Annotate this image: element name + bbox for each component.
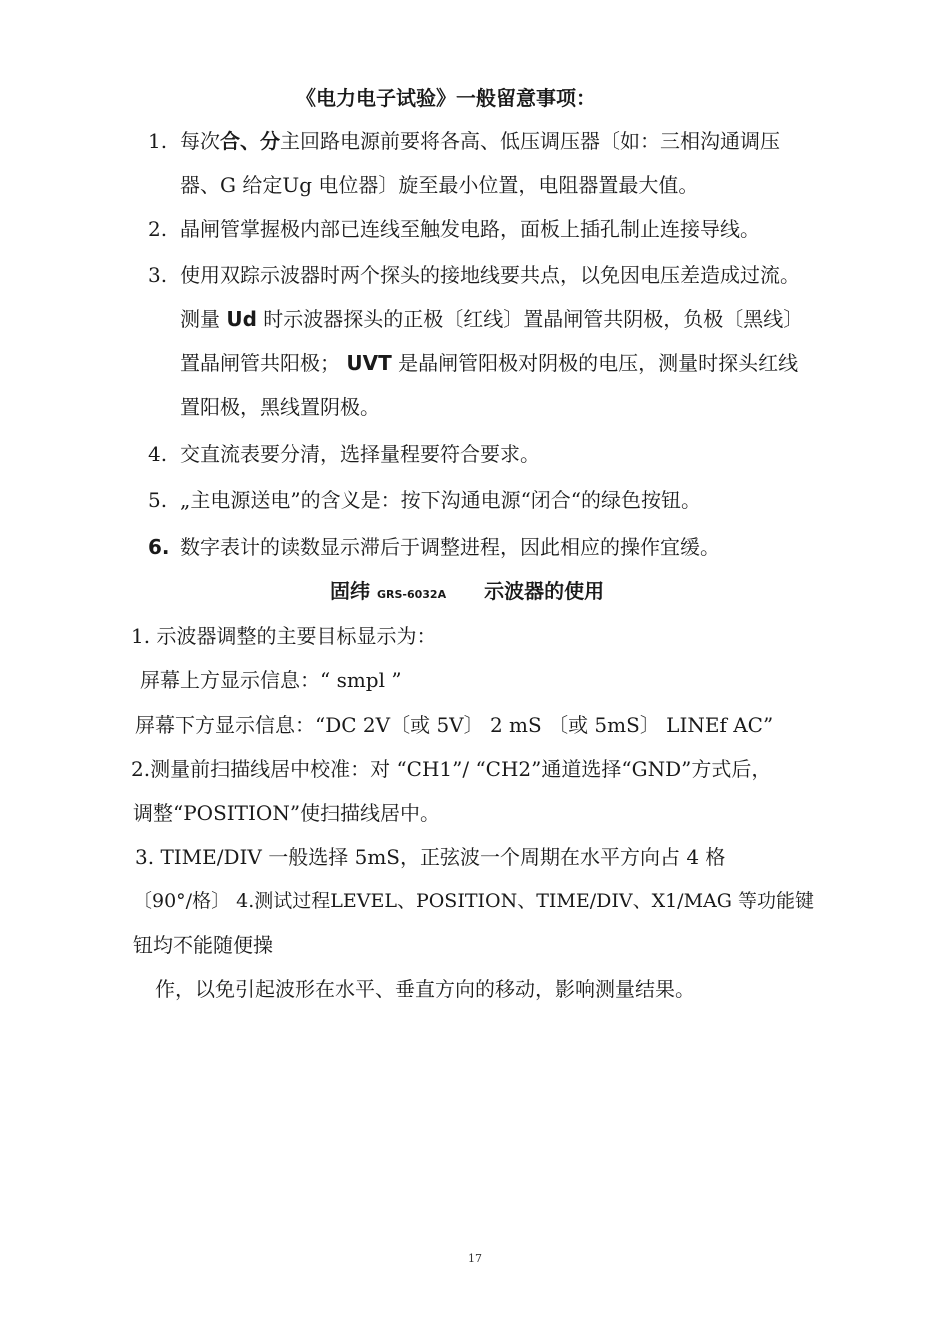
note-number: 5. — [148, 488, 168, 512]
note-number: 1. — [148, 129, 168, 153]
note-1 — [148, 127, 780, 155]
note-text: 主回路电源前要将各高、低压调压器〔如：三相沟通调压 — [280, 129, 780, 153]
osc-line-9: 作，以免引起波形在水平、垂直方向的移动，影响测量结果。 — [155, 977, 695, 1001]
note-bold: UVT — [346, 351, 392, 375]
note-number: 2. — [148, 217, 168, 241]
note-text: 时示波器探头的正极〔红线〕置晶闸管共阴极，负极〔黑线〕 — [256, 307, 804, 331]
page-number: 17 — [468, 1252, 482, 1265]
page-title: 《电力电子试验》一般留意事项： — [296, 86, 596, 110]
note-5 — [148, 486, 701, 514]
note-1-continuation: 器、G 给定Ug 电位器〕旋至最小位置，电阻器置最大值。 — [180, 173, 699, 197]
osc-line-6: 3. TIME/DIV 一般选择 5mS，正弦波一个周期在水平方向占 4 格 — [135, 845, 726, 869]
osc-line-5: 调整“POSITION”使扫描线居中。 — [133, 801, 441, 825]
note-2 — [148, 215, 760, 243]
note-number: 3. — [148, 263, 168, 287]
note-text: 晶闸管掌握极内部已连线至触发电路，面板上插孔制止连接导线。 — [180, 217, 760, 241]
note-number: 4. — [148, 442, 168, 466]
note-6 — [148, 533, 720, 561]
note-text: 是晶闸管阳极对阴极的电压，测量时探头红线 — [391, 351, 799, 375]
section-model: GRS-6032A — [376, 588, 447, 601]
note-text: 置晶闸管共阳极； — [180, 351, 347, 375]
note-3-line-4: 置阳极，黑线置阴极。 — [180, 395, 380, 419]
note-4 — [148, 440, 540, 468]
note-bold: 合、分 — [220, 129, 280, 153]
osc-line-2: 屏幕上方显示信息：“ smpl ” — [140, 668, 402, 692]
osc-line-8: 钮均不能随便操 — [133, 933, 273, 957]
osc-line-7: 〔90°/格〕 4.测试过程LEVEL、POSITION、TIME/DIV、X1/MAG 等功能键 — [133, 890, 814, 912]
note-number: 6. — [148, 535, 170, 559]
osc-line-1: 1. 示波器调整的主要目标显示为： — [131, 624, 437, 648]
osc-line-3: 屏幕下方显示信息：“DC 2V〔或 5V〕 2 mS 〔或 5mS〕 LINEf AC” — [135, 713, 774, 737]
note-text: 数字表计的读数显示滞后于调整进程，因此相应的操作宜缓。 — [180, 535, 720, 559]
note-bold: Ud — [226, 307, 257, 331]
section-title-text: 固纬 — [330, 579, 377, 603]
note-text: 每次 — [180, 129, 220, 153]
note-text: 交直流表要分清，选择量程要符合要求。 — [180, 442, 540, 466]
section-title — [330, 577, 604, 609]
note-3-line-3 — [180, 349, 798, 377]
note-3-line-2 — [180, 305, 803, 333]
note-text: 使用双踪示波器时两个探头的接地线要共点，以免因电压差造成过流。 — [180, 263, 800, 287]
note-text: 测量 — [180, 307, 227, 331]
note-3 — [148, 261, 800, 289]
osc-line-4: 2.测量前扫描线居中校准：对 “CH1”/ “CH2”通道选择“GND”方式后， — [131, 757, 772, 781]
section-title-text: 示波器的使用 — [484, 579, 605, 603]
note-text: „主电源送电”的含义是：按下沟通电源“闭合“的绿色按钮。 — [180, 488, 702, 512]
